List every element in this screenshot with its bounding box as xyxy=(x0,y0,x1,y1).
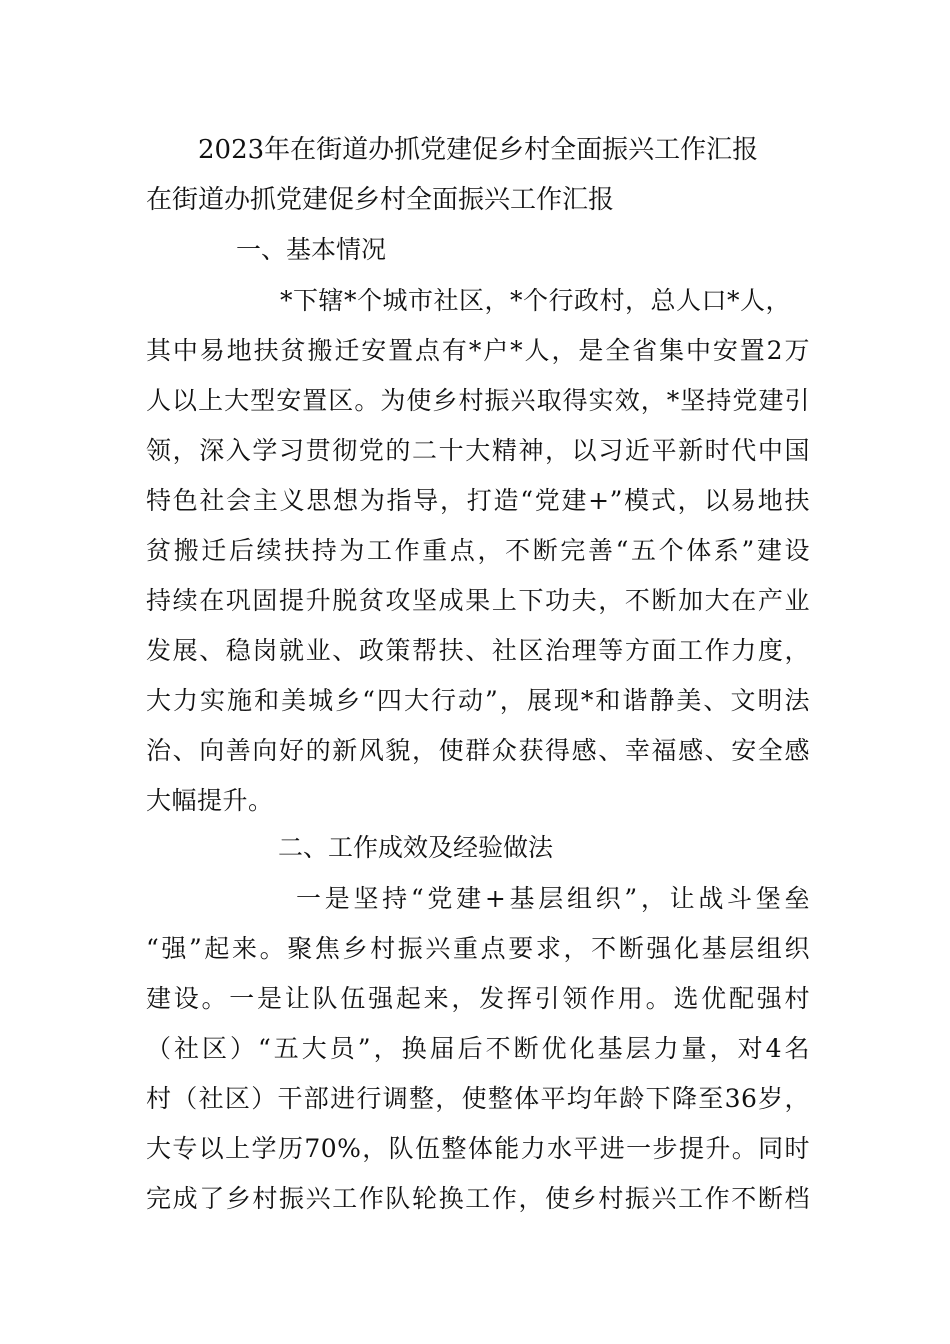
paragraph-line: 贫搬迁后续扶持为工作重点，不断完善“五个体系”建设 xyxy=(146,536,810,565)
paragraph-line: 建设。一是让队伍强起来，发挥引领作用。选优配强村 xyxy=(146,984,810,1013)
paragraph-line: （社区）“五大员”，换届后不断优化基层力量，对4名 xyxy=(146,1034,810,1063)
paragraph-line: 发展、稳岗就业、政策帮扶、社区治理等方面工作力度， xyxy=(146,636,810,665)
paragraph-line: 特色社会主义思想为指导，打造“党建+”模式，以易地扶 xyxy=(146,486,810,515)
paragraph-line: 村（社区）干部进行调整，使整体平均年龄下降至36岁， xyxy=(146,1084,810,1113)
paragraph-line: 人以上大型安置区。为使乡村振兴取得实效，*坚持党建引 xyxy=(146,386,810,415)
paragraph-line: 持续在巩固提升脱贫攻坚成果上下功夫，不断加大在产业 xyxy=(146,586,810,615)
document-title: 2023年在街道办抓党建促乡村全面振兴工作汇报 xyxy=(198,135,759,165)
paragraph-line: 治、向善向好的新风貌，使群众获得感、幸福感、安全感 xyxy=(146,736,810,765)
paragraph-line: 大力实施和美城乡“四大行动”，展现*和谐静美、文明法 xyxy=(146,686,810,715)
paragraph-line: 一是坚持“党建+基层组织”，让战斗堡垒 xyxy=(296,884,810,913)
paragraph-line: 领，深入学习贯彻党的二十大精神，以习近平新时代中国 xyxy=(146,436,810,465)
paragraph-line: 大专以上学历70%，队伍整体能力水平进一步提升。同时 xyxy=(146,1134,810,1163)
section-heading-achievements: 二、工作成效及经验做法 xyxy=(278,833,554,862)
document-subtitle: 在街道办抓党建促乡村全面振兴工作汇报 xyxy=(146,185,615,215)
paragraph-line: 其中易地扶贫搬迁安置点有*户*人，是全省集中安置2万 xyxy=(146,336,810,365)
section-heading-basic-situation: 一、基本情况 xyxy=(236,235,387,264)
paragraph-line: “强”起来。聚焦乡村振兴重点要求，不断强化基层组织 xyxy=(146,934,810,963)
paragraph-line: *下辖*个城市社区，*个行政村，总人口*人， xyxy=(280,286,792,315)
paragraph-line: 大幅提升。 xyxy=(146,786,274,815)
paragraph-line: 完成了乡村振兴工作队轮换工作，使乡村振兴工作不断档 xyxy=(146,1184,810,1213)
